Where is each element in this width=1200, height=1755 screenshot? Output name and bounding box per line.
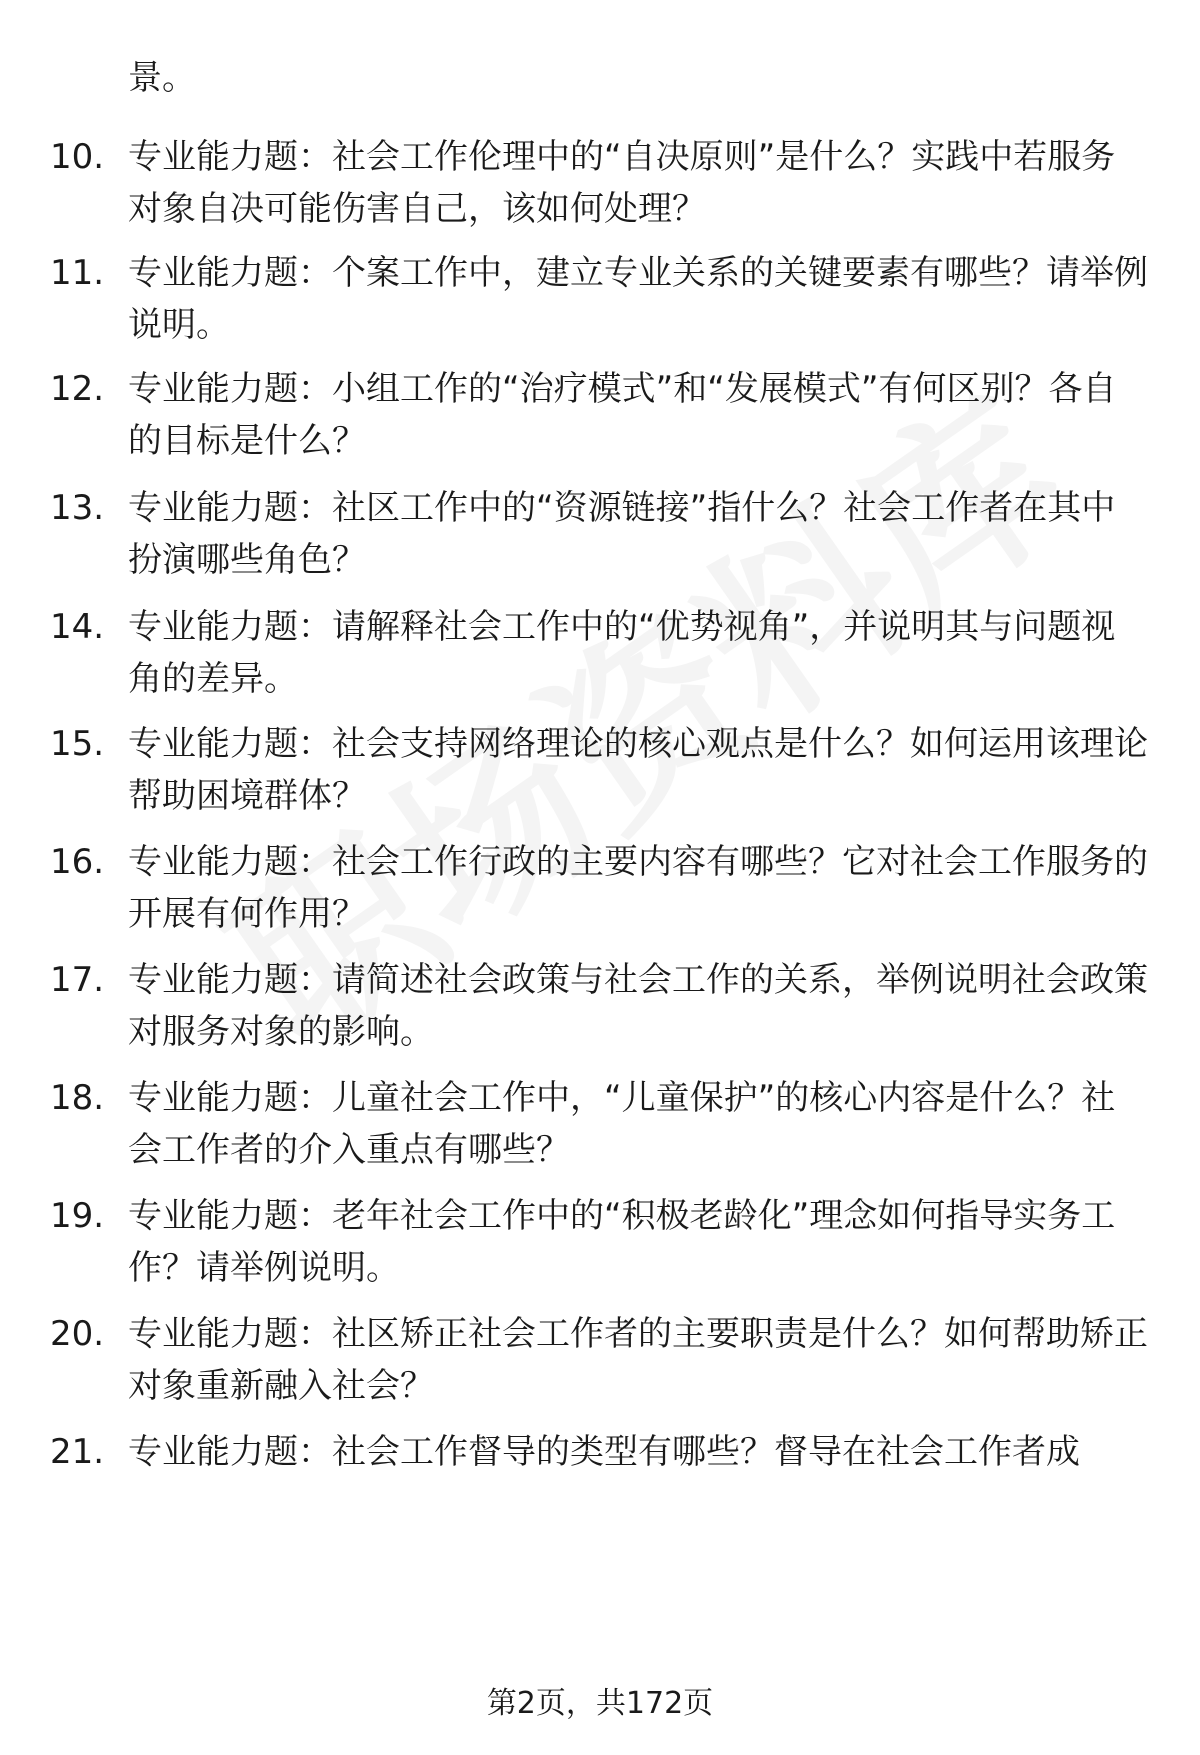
item-number: 14. bbox=[50, 607, 105, 647]
list-item bbox=[0, 718, 1200, 828]
list-item bbox=[0, 1426, 1200, 1486]
item-number: 11. bbox=[50, 253, 105, 293]
list-item bbox=[0, 954, 1200, 1064]
item-number: 15. bbox=[50, 724, 105, 764]
item-text: 专业能力题：老年社会工作中的“积极老龄化”理念如何指导实务工作？请举例说明。 bbox=[128, 1196, 1116, 1288]
continuation-text: 景。 bbox=[128, 58, 196, 98]
list-item bbox=[0, 247, 1200, 357]
item-text: 专业能力题：小组工作的“治疗模式”和“发展模式”有何区别？各自的目标是什么？ bbox=[128, 369, 1117, 461]
page-number: 第2页，共172页 bbox=[486, 1686, 714, 1721]
list-item bbox=[0, 1308, 1200, 1418]
list-item bbox=[0, 1072, 1200, 1182]
item-text: 专业能力题：社会支持网络理论的核心观点是什么？如何运用该理论帮助困境群体？ bbox=[128, 724, 1148, 816]
item-number: 19. bbox=[50, 1196, 105, 1236]
item-number: 17. bbox=[50, 960, 105, 1000]
item-text: 专业能力题：社会工作伦理中的“自决原则”是什么？实践中若服务对象自决可能伤害自己，该如何处理？ bbox=[128, 137, 1116, 229]
list-item bbox=[0, 1190, 1200, 1300]
item-number: 21. bbox=[50, 1432, 105, 1472]
item-number: 18. bbox=[50, 1078, 105, 1118]
list-item bbox=[0, 836, 1200, 946]
item-text: 专业能力题：儿童社会工作中，“儿童保护”的核心内容是什么？社会工作者的介入重点有哪些？ bbox=[128, 1078, 1116, 1170]
item-text: 专业能力题：社区工作中的“资源链接”指什么？社会工作者在其中扮演哪些角色？ bbox=[128, 488, 1116, 580]
item-text: 专业能力题：社会工作督导的类型有哪些？督导在社会工作者成 bbox=[128, 1432, 1080, 1472]
item-text: 专业能力题：个案工作中，建立专业关系的关键要素有哪些？请举例说明。 bbox=[128, 253, 1148, 345]
item-number: 20. bbox=[50, 1314, 105, 1354]
list-item bbox=[0, 482, 1200, 592]
item-number: 10. bbox=[50, 137, 105, 177]
list-item bbox=[0, 131, 1200, 241]
item-text: 专业能力题：请解释社会工作中的“优势视角”，并说明其与问题视角的差异。 bbox=[128, 607, 1116, 699]
item-number: 12. bbox=[50, 369, 105, 409]
list-item bbox=[0, 363, 1200, 473]
item-text: 专业能力题：社区矫正社会工作者的主要职责是什么？如何帮助矫正对象重新融入社会？ bbox=[128, 1314, 1148, 1406]
item-number: 16. bbox=[50, 842, 105, 882]
list-item bbox=[0, 601, 1200, 711]
item-text: 专业能力题：社会工作行政的主要内容有哪些？它对社会工作服务的开展有何作用？ bbox=[128, 842, 1148, 934]
item-text: 专业能力题：请简述社会政策与社会工作的关系，举例说明社会政策对服务对象的影响。 bbox=[128, 960, 1148, 1052]
item-number: 13. bbox=[50, 488, 105, 528]
